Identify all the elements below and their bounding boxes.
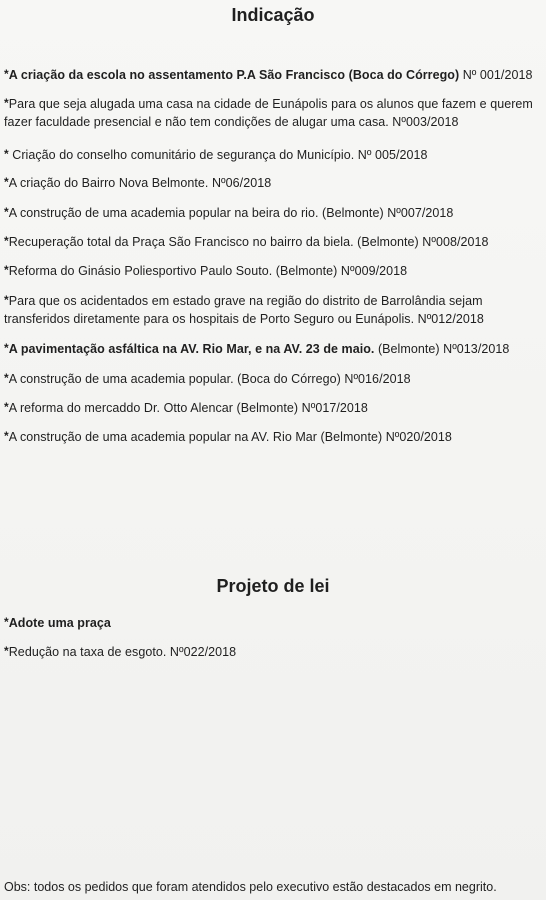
- footnote-obs: Obs: todos os pedidos que foram atendidos pelo executivo estão destacados em negrito.: [4, 880, 497, 894]
- list-item: [4, 614, 540, 632]
- item-text: (Belmonte) Nº013/2018: [374, 342, 510, 356]
- bullet-star: *: [4, 293, 9, 307]
- bullet-star: *: [4, 175, 9, 189]
- section-title-projeto: Projeto de lei: [216, 576, 330, 596]
- item-text: Recuperação total da Praça São Francisco no bairro da biela. (Belmonte) Nº008/2018: [8, 235, 489, 249]
- item-bold-text: A criação da escola no assentamento P.A São Francisco (Boca do Córrego): [8, 68, 460, 82]
- item-text: Para que os acidentados em estado grave na região do distrito de Barrolândia sejam transferidos diretamente para os hospitais de Porto Seguro ou Eunápolis. Nº012/2018: [4, 294, 484, 326]
- item-text: A construção de uma academia popular na AV. Rio Mar (Belmonte) Nº020/2018: [8, 430, 452, 444]
- list-item: [4, 262, 540, 280]
- list-item: [4, 370, 540, 388]
- list-item: [4, 292, 540, 328]
- list-item: [4, 399, 540, 417]
- bullet-star: *: [4, 205, 9, 219]
- item-text: Redução na taxa de esgoto. Nº022/2018: [8, 645, 237, 659]
- item-text: A reforma do mercaddo Dr. Otto Alencar (Belmonte) Nº017/2018: [8, 401, 368, 415]
- bullet-star: *: [4, 429, 9, 443]
- bullet-star: *: [4, 400, 9, 414]
- list-item: [4, 146, 540, 164]
- list-item: [4, 204, 540, 222]
- item-text: A construção de uma academia popular na beira do rio. (Belmonte) Nº007/2018: [8, 206, 454, 220]
- list-item: [4, 233, 540, 251]
- list-item: [4, 95, 540, 131]
- bullet-star: *: [4, 644, 9, 658]
- item-text: Criação do conselho comunitário de segurança do Município. Nº 005/2018: [8, 148, 428, 162]
- item-bold-text: Adote uma praça: [8, 616, 111, 630]
- bullet-star: *: [4, 67, 9, 81]
- item-text: A criação do Bairro Nova Belmonte. Nº06/2018: [8, 176, 272, 190]
- item-text: Reforma do Ginásio Poliesportivo Paulo Souto. (Belmonte) Nº009/2018: [8, 264, 408, 278]
- section-title-indicacao: Indicação: [231, 5, 315, 25]
- bullet-star: *: [4, 234, 9, 248]
- item-text: Para que seja alugada uma casa na cidade de Eunápolis para os alunos que fazem e querem fazer faculdade presencial e não tem condições de alugar uma casa. Nº003/2018: [4, 97, 533, 129]
- item-bold-text: A pavimentação asfáltica na AV. Rio Mar, e na AV. 23 de maio.: [8, 342, 375, 356]
- bullet-star: *: [4, 96, 9, 110]
- list-item: [4, 428, 540, 446]
- bullet-star: *: [4, 341, 9, 355]
- bullet-star: *: [4, 371, 9, 385]
- bullet-star: *: [4, 263, 9, 277]
- list-item: [4, 174, 540, 192]
- bullet-star: *: [4, 615, 9, 629]
- item-text: Nº 001/2018: [459, 68, 533, 82]
- bullet-star: *: [4, 147, 9, 161]
- list-item: [4, 66, 540, 84]
- list-item: [4, 340, 540, 358]
- list-item: [4, 643, 540, 661]
- item-text: A construção de uma academia popular. (Boca do Córrego) Nº016/2018: [8, 372, 411, 386]
